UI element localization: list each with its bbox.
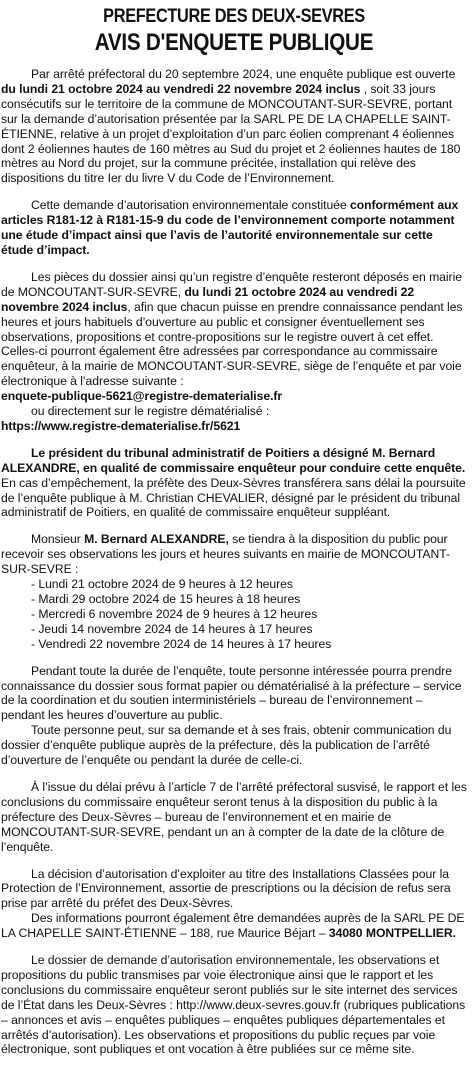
- paragraph-application: Cette demande d’autorisation environnementale constituée conformément aux articles R181-12 à R181-15-9 du code de l’environnement comporte notamment une étude d’impact ainsi que l’avis de l’autorité environnementale sur cette étude d’impact.: [1, 198, 459, 257]
- paragraph-permanences: Monsieur M. Bernard ALEXANDRE, se tiendra à la disposition du public pour recevoir ses observations les jours et heures suivants en mairie de MONCOUTANT-SUR-SEVRE :: [1, 532, 450, 577]
- paragraph-correspondence: Celles-ci pourront également être adressées par correspondance au commissaire enquêteur, à la mairie de MONCOUTANT-SUR-SEVRE, siège de l’enquête et par voie électronique à l’adresse suivante :: [1, 344, 462, 389]
- notice-title: AVIS D'ENQUETE PUBLIQUE: [94, 29, 374, 56]
- list-item: - Jeudi 14 novembre 2024 de 14 heures à 17 heures: [31, 621, 313, 636]
- inquiry-dates: du lundi 21 octobre 2024 au vendredi 22 novembre 2024 inclus: [1, 81, 361, 96]
- paragraph-consultation: Pendant toute la durée de l’enquête, toute personne intéressée pourra prendre connaissance du dossier sous format papier ou dématérialisé à la préfecture – service de la coordination et du soutien interministériels – bureau de l’environnement – pendant les heures d’ouverture au public.: [1, 663, 462, 723]
- list-item: - Mardi 29 octobre 2024 de 15 heures à 18 heures: [31, 592, 301, 606]
- paragraph-publication: Le dossier de demande d’autorisation environnementale, les observations et propositions du public transmises par voie électronique ainsi que le rapport et les conclusions du commissaire enquêteur seront publiés sur le site internet des services de l’État dans les Deux-Sèvres : http://www.deux-sevres.gouv.fr (rubriques publications – annonces et avis – enquêtes publiques – enquêtes publiques départementales et arrêtés d’autorisation). Les observations et propositions du public reçues par voie électronique, sont publiques et ont vocation à être publiées sur ce même site.: [1, 953, 466, 1057]
- paragraph-information: Des informations pourront également être demandées auprès de la SARL PE DE LA CHAPELLE SAINT-ÉTIENNE – 188, rue Maurice Béjart – 34080 MONTPELLIER.: [1, 911, 465, 941]
- paragraph-documents: Les pièces du dossier ainsi qu’un registre d’enquête resteront déposés en mairie de MONCOUTANT-SUR-SEVRE, du lundi 21 octobre 2024 au vendredi 22 novembre 2024 inclus, afin que chacun puisse en prendre connaissance pendant les heures et jours habituels d’ouverture au public et consigner éventuellement ses observations, propositions et contre-propositions sur le registre ouvert à cet effet.: [1, 269, 463, 344]
- prefecture-heading: PREFECTURE DES DEUX-SEVRES: [103, 6, 365, 27]
- list-item: - Lundi 21 octobre 2024 de 9 heures à 12 heures: [31, 577, 293, 592]
- email-address: enquete-publique-5621@registre-dematerialise.fr: [1, 389, 283, 404]
- paragraph-report: À l’issue du délai prévu à l’article 7 de l’arrêté préfectoral susvisé, le rapport et les conclusions du commissaire enquêteur seront tenus à la disposition du public à la préfecture des Deux-Sèvres – bureau de l’environnement et en mairie de MONCOUTANT-SUR-SEVRE, pendant un an à compter de la date de la clôture de l’enquête.: [1, 779, 467, 854]
- list-item: - Mercredi 6 novembre 2024 de 9 heures à 12 heures: [31, 606, 318, 621]
- notice-body: [1, 67, 467, 1057]
- paragraph-communication: Toute personne peut, sur sa demande et à ses frais, obtenir communication du dossier d’enquête publique auprès de la préfecture, dès la publication de l’arrêté d’ouverture de l’enquête ou pendant la durée de celle-ci.: [1, 723, 452, 768]
- paragraph-decree: Par arrêté préfectoral du 20 septembre 2024, une enquête publique est ouverte du lundi 21 octobre 2024 au vendredi 22 novembre 2024 inclus , soit 33 jours consécutifs sur le territoire de la commune de MONCOUTANT-SUR-SEVRE, portant sur la demande d’autorisation présentée par la SARL PE DE LA CHAPELLE SAINT-ÉTIENNE, relative à un projet d’exploitation d’un parc éolien comprenant 4 éoliennes dont 2 éoliennes hautes de 160 mètres au Sud du projet et 2 éoliennes hautes de 180 mètres au Nord du projet, sur la commune précitée, installation qui relève des dispositions du titre Ier du livre V du Code de l’Environnement.: [1, 67, 461, 186]
- register-url: https://www.registre-dematerialise.fr/5621: [1, 418, 241, 433]
- paragraph-commissioner: Le président du tribunal administratif de Poitiers a désigné M. Bernard ALEXANDRE, en qualité de commissaire enquêteur pour conduire cette enquête. En cas d’empêchement, la préfète des Deux-Sèvres transférera sans délai la poursuite de l’enquête publique à M. Christian CHEVALIER, désigné par le président du tribunal administratif de Poitiers, en qualité de commissaire enquêteur suppléant.: [1, 445, 466, 520]
- register-note: ou directement sur le registre dématérialisé :: [31, 404, 270, 419]
- paragraph-decision: La décision d’autorisation d’exploiter au titre des Installations Classées pour la Protection de l’Environnement, assortie de prescriptions ou la décision de refus sera prise par arrêté du préfet des Deux-Sèvres.: [1, 866, 451, 911]
- list-item: - Vendredi 22 novembre 2024 de 14 heures à 17 heures: [31, 636, 332, 651]
